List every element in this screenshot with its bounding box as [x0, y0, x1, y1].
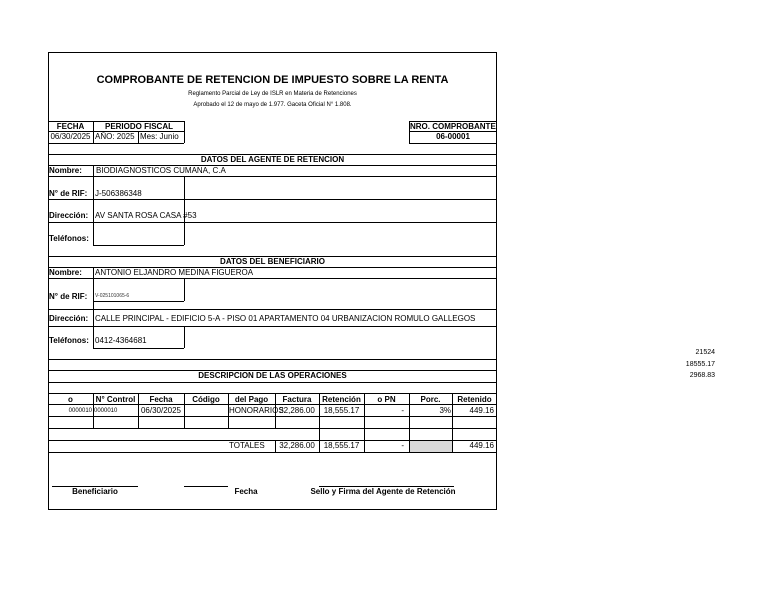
totales-retenido: 449.16 — [469, 441, 494, 450]
beneficiario-rif-label: N° de RIF: — [49, 292, 88, 301]
row-pn: - — [401, 406, 404, 415]
beneficiario-telefonos-label: Teléfonos: — [49, 336, 89, 345]
nro-comprobante-label: NRO. COMPROBANTE — [410, 122, 496, 131]
row-concepto: HONORARIOS — [229, 406, 284, 415]
row-nro-control: 0000010 — [94, 408, 118, 414]
beneficiario-section-title: DATOS DEL BENEFICIARIO — [220, 257, 325, 266]
side-number-1: 21524 — [695, 349, 715, 356]
mes-value: Mes: Junio — [140, 132, 179, 141]
agente-rif-label: N° de RIF: — [49, 189, 88, 198]
row-nro-operacion: 0000010 — [68, 408, 92, 414]
beneficiario-nombre-value: ANTONIO ELJANDRO MEDINA FIGUEROA — [95, 268, 254, 277]
fecha-value: 06/30/2025 — [50, 132, 91, 141]
row-fecha: 06/30/2025 — [140, 406, 182, 415]
beneficiario-direccion-label: Dirección: — [49, 314, 89, 323]
totales-retencion: 18,555.17 — [323, 441, 360, 450]
form-subtitle-1: Reglamento Parcial de Ley de ISLR en Materia de Retenciones — [188, 91, 357, 97]
row-retencion: 18,555.17 — [323, 406, 360, 415]
agente-telefonos-label: Teléfonos: — [49, 234, 89, 243]
agente-nombre-value: BIODIAGNOSTICOS CUMANA, C.A — [96, 166, 226, 175]
totales-pn: - — [401, 441, 404, 450]
operaciones-section-title: DESCRIPCION DE LAS OPERACIONES — [198, 371, 347, 380]
col-header-retencion: Retención — [322, 395, 361, 404]
side-number-2: 18555.17 — [685, 361, 715, 368]
nro-comprobante-value: 06-00001 — [436, 132, 470, 141]
agente-rif-value: J-506386348 — [95, 189, 142, 198]
agente-direccion-label: Dirección: — [49, 211, 89, 220]
totales-porc-cell — [410, 441, 452, 452]
beneficiario-nombre-label: Nombre: — [49, 268, 82, 277]
col-header-concepto: del Pago — [234, 395, 269, 404]
col-header-pn: o PN — [377, 395, 396, 404]
totales-label: TOTALES — [229, 441, 265, 450]
firma-agente-label: Sello y Firma del Agente de Retención — [310, 487, 456, 496]
firma-beneficiario-label: Beneficiario — [72, 487, 118, 496]
agente-nombre-label: Nombre: — [49, 166, 82, 175]
beneficiario-direccion-value: CALLE PRINCIPAL - EDIFICIO 5-A - PISO 01 APARTAMENTO 04 URBANIZACION ROMULO GALLEGOS — [95, 314, 476, 323]
col-header-retenido: Retenido — [457, 395, 492, 404]
firma-agente-clip — [310, 487, 456, 499]
agente-direccion-value: AV SANTA ROSA CASA #53 — [95, 211, 197, 220]
form-subtitle-2: Aprobado el 12 de mayo de 1.977. Gaceta Oficial N° 1.808. — [193, 102, 352, 108]
col-header-fecha: Fecha — [149, 395, 173, 404]
col-header-nro: o — [68, 395, 73, 404]
signature-line-fecha — [184, 486, 228, 487]
col-header-porc: Porc. — [420, 395, 441, 404]
ano-value: AÑO: 2025 — [95, 132, 135, 141]
row-retenido: 449.16 — [469, 406, 494, 415]
row-porc: 3% — [439, 406, 451, 415]
row-factura: 32,286.00 — [279, 406, 315, 415]
fecha-label: FECHA — [56, 122, 85, 131]
beneficiario-rif-value: V-025101065-6 — [95, 293, 130, 299]
firma-fecha-label: Fecha — [234, 487, 258, 496]
form-title: COMPROBANTE DE RETENCION DE IMPUESTO SOBRE LA RENTA — [96, 74, 449, 86]
beneficiario-telefonos-value: 0412-4364681 — [95, 336, 147, 345]
col-header-factura: Factura — [282, 395, 312, 404]
col-header-codigo: Código — [192, 395, 220, 404]
totales-factura: 32,286.00 — [279, 441, 315, 450]
side-number-3: 2968.83 — [689, 372, 715, 379]
agente-section-title: DATOS DEL AGENTE DE RETENCION — [200, 155, 345, 164]
col-header-control: N° Control — [95, 395, 136, 404]
periodo-fiscal-label: PERIODO FISCAL — [104, 122, 173, 131]
